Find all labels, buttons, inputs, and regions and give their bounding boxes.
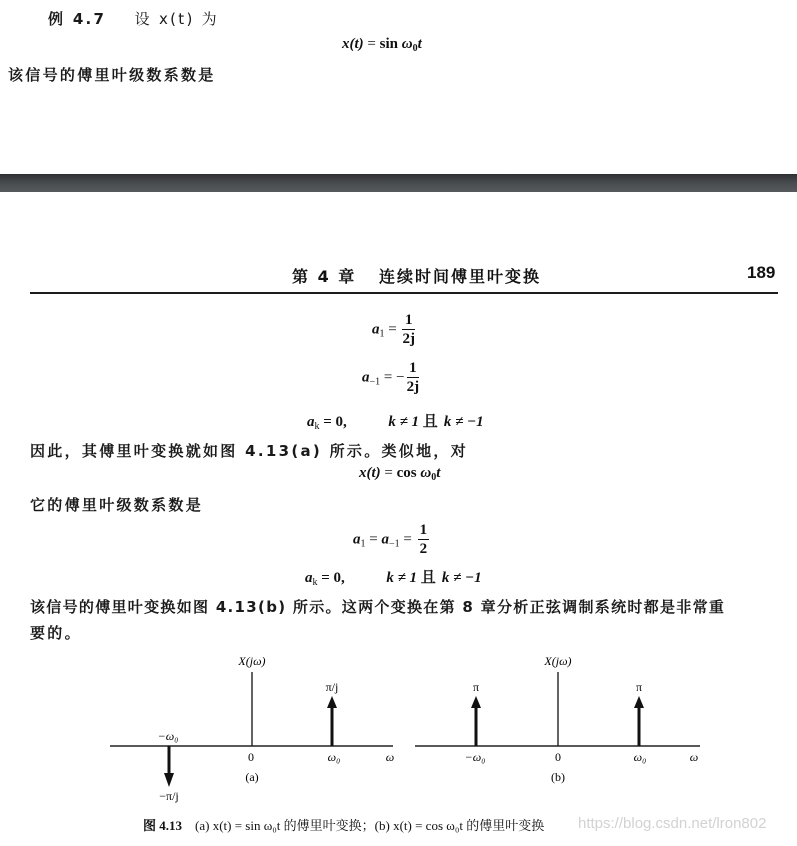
page-number: 189	[747, 263, 776, 282]
eq-sign: =	[403, 531, 412, 548]
arrowhead-up-icon	[471, 696, 481, 708]
paragraph-3-line-2: 要的。	[30, 624, 82, 642]
neg-freq-label: −ω₀	[464, 750, 486, 764]
eq-sign: =	[367, 36, 376, 52]
eq-arg: ω	[420, 465, 432, 481]
eq-fn: cos	[396, 465, 417, 481]
y-label: X(jω)	[238, 654, 266, 668]
denominator: 2j	[406, 379, 420, 395]
panel-label: (b)	[551, 770, 565, 784]
eq-fn: sin	[379, 36, 398, 52]
coef-index: k	[314, 421, 320, 432]
coef-symbol: a	[305, 570, 313, 586]
neg-impulse-label: π	[472, 680, 480, 694]
numerator: 1	[402, 312, 415, 330]
eq-sign: =	[369, 531, 378, 548]
chapter-title: 连续时间傅里叶变换	[379, 267, 542, 286]
chapter-number: 第 4 章	[292, 267, 357, 286]
fraction	[418, 522, 430, 558]
and-word: 且	[422, 412, 441, 430]
coef-symbol: a	[381, 531, 389, 548]
arrowhead-up-icon	[327, 696, 337, 708]
eq-sign: =	[388, 321, 397, 338]
example-intro: 设 x(t) 为	[134, 10, 219, 28]
arrowhead-down-icon	[164, 773, 174, 787]
caption-label: 图 4.13	[143, 818, 183, 833]
fraction	[402, 312, 415, 348]
paragraph-3-line-1: 该信号的傅里叶变换如图 4.13(b) 所示。这两个变换在第 8 章分析正弦调制系统时都是非常重	[30, 598, 726, 616]
axis-label: ω	[689, 750, 699, 764]
numerator: 1	[407, 360, 420, 378]
coef-index: 1	[379, 328, 385, 340]
neg-freq-label: −ω₀	[157, 729, 179, 743]
and-word: 且	[420, 568, 439, 586]
running-header	[292, 264, 541, 287]
coef-index: k	[312, 577, 318, 588]
figure-caption	[143, 815, 544, 834]
panel-b	[415, 654, 700, 784]
neg-impulse-label: −π/j	[159, 789, 179, 803]
eq-sign: =	[383, 369, 393, 386]
origin-label: 0	[555, 750, 561, 764]
coef-symbol: a	[353, 531, 361, 548]
eq-sign: =	[384, 465, 393, 481]
paragraph-1: 因此，其傅里叶变换就如图 4.13(a) 所示。类似地，对	[30, 442, 468, 460]
denominator: 2j	[402, 331, 415, 347]
numerator: 1	[419, 522, 428, 538]
arrowhead-up-icon	[634, 696, 644, 708]
paragraph-2: 它的傅里叶级数系数是	[30, 496, 204, 514]
eq-value: = 0,	[323, 414, 347, 430]
pos-impulse-label: π/j	[325, 680, 339, 694]
equation-ak-a	[307, 410, 484, 432]
equation-a-neg1	[362, 360, 421, 396]
coef-symbol: a	[362, 369, 370, 386]
equation-cos	[359, 465, 440, 483]
coef-index: 1	[360, 538, 366, 550]
eq-sub: 0	[412, 43, 418, 54]
coef-intro-text: 该信号的傅里叶级数系数是	[8, 66, 216, 84]
coef-index: −1	[388, 538, 400, 550]
watermark: https://blog.csdn.net/lron802	[578, 815, 767, 832]
eq-lhs: x(t)	[342, 36, 364, 52]
fraction	[407, 360, 420, 396]
eq-var: t	[417, 36, 422, 52]
eq-lhs: x(t)	[359, 465, 381, 481]
coef-symbol: a	[372, 321, 380, 338]
coef-index: −1	[369, 376, 381, 388]
equation-sin	[342, 36, 422, 54]
eq-var: t	[436, 465, 441, 481]
denominator: 2	[419, 541, 428, 557]
header-rule	[30, 292, 778, 294]
y-label: X(jω)	[544, 654, 572, 668]
pos-freq-label: ω₀	[633, 750, 647, 764]
figure-4-13	[0, 640, 797, 810]
eq-arg: ω	[401, 36, 413, 52]
page-separator	[0, 174, 797, 192]
eq-value: = 0,	[321, 570, 345, 586]
pos-impulse-label: π	[635, 680, 643, 694]
coef-symbol: a	[307, 414, 315, 430]
panel-label: (a)	[245, 770, 259, 784]
equation-ak-b	[305, 566, 482, 588]
example-label: 例 4.7	[48, 10, 107, 28]
equation-a1	[372, 312, 417, 348]
condition-1: k ≠ 1	[388, 414, 420, 430]
axis-label: ω	[385, 750, 395, 764]
example-heading	[48, 8, 219, 29]
caption-part-b: (b) x(t) = cos ω₀t 的傅里叶变换	[374, 818, 545, 833]
panel-a	[110, 654, 394, 803]
caption-part-a: (a) x(t) = sin ω₀t 的傅里叶变换；	[195, 818, 375, 833]
minus-sign: −	[396, 369, 405, 386]
condition-2: k ≠ −1	[441, 570, 482, 586]
pos-freq-label: ω₀	[327, 750, 341, 764]
origin-label: 0	[248, 750, 254, 764]
eq-sub: 0	[431, 472, 437, 483]
condition-2: k ≠ −1	[443, 414, 484, 430]
condition-1: k ≠ 1	[386, 570, 418, 586]
equation-b-a1	[353, 522, 431, 558]
